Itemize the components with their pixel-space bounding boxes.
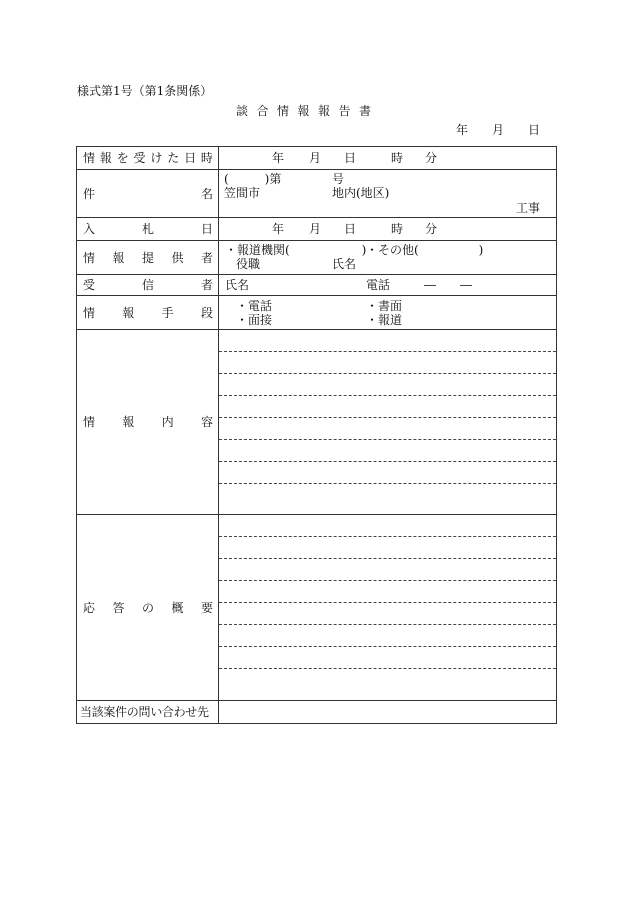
received-year: 年 <box>272 151 285 165</box>
received-month: 月 <box>309 151 322 165</box>
receiver-phone-separator: ― ― <box>424 278 473 292</box>
label-contact-text: 当該案件の問い合わせ先 <box>80 705 209 719</box>
field-receiver[interactable] <box>219 275 557 296</box>
label-case-name-text <box>77 187 218 201</box>
label-char: 報 <box>122 305 135 320</box>
content-line <box>219 374 556 396</box>
label-char: 報 <box>99 151 112 165</box>
receiver-phone: 電話 <box>366 278 391 292</box>
label-info-received <box>77 147 219 170</box>
label-char: 概 <box>171 600 184 615</box>
provider-press: ・報道機関( ) <box>225 243 367 257</box>
label-response <box>77 515 219 701</box>
label-char: 受 <box>133 151 146 165</box>
label-char: 入 <box>83 222 96 236</box>
receiver-name: 氏名 <box>225 278 250 292</box>
label-char: た <box>167 151 180 165</box>
label-char: 報 <box>122 415 135 429</box>
field-info-received[interactable] <box>219 147 557 170</box>
response-line <box>219 559 556 581</box>
response-line <box>219 603 556 625</box>
label-char: 情 <box>83 250 96 265</box>
label-char: 内 <box>161 415 174 429</box>
case-city: 笠間市 <box>224 186 261 200</box>
case-work: 工事 <box>516 201 541 215</box>
field-contact[interactable] <box>219 701 557 724</box>
row-case-name <box>77 170 557 218</box>
label-char: の <box>141 600 154 615</box>
label-case-name <box>77 170 219 218</box>
label-char: 要 <box>200 600 213 615</box>
label-contact <box>77 701 219 724</box>
received-day: 日 <box>344 151 357 165</box>
provider-other: ・その他( ) <box>366 243 484 257</box>
received-hour: 時 <box>391 151 404 165</box>
case-go: 号 <box>332 172 345 186</box>
bid-year: 年 <box>272 222 285 236</box>
row-receiver <box>77 275 557 296</box>
field-content[interactable] <box>219 330 557 515</box>
method-interview[interactable]: ・面接 <box>236 313 273 327</box>
row-bid-date <box>77 218 557 241</box>
content-line <box>219 418 556 440</box>
provider-position: 役職 <box>236 257 261 271</box>
label-char: 信 <box>141 278 154 292</box>
response-line <box>219 625 556 647</box>
label-char: 段 <box>200 305 213 320</box>
content-line <box>219 462 556 484</box>
label-bid-date <box>77 218 219 241</box>
response-line <box>219 537 556 559</box>
case-paren-number: ( )第 <box>224 172 282 186</box>
row-provider <box>77 241 557 275</box>
label-char: 件 <box>83 186 96 201</box>
row-response <box>77 515 557 701</box>
form-title: 談合情報報告書 <box>236 104 380 118</box>
label-char: 手 <box>161 305 174 320</box>
label-info-received-text <box>77 151 218 165</box>
label-char: 札 <box>141 222 154 236</box>
label-char: 答 <box>112 600 125 615</box>
report-form-table <box>76 146 557 724</box>
case-district: 地内(地区) <box>332 186 390 200</box>
label-char: 時 <box>200 151 213 165</box>
label-method <box>77 296 219 330</box>
label-char: 供 <box>171 250 184 265</box>
label-content-text <box>77 415 218 429</box>
label-char: け <box>150 151 163 165</box>
content-line <box>219 330 556 352</box>
label-provider-text <box>77 251 218 265</box>
content-lines <box>219 330 556 484</box>
label-char: 者 <box>200 250 213 265</box>
provider-name: 氏名 <box>332 257 357 271</box>
field-provider[interactable] <box>219 241 557 275</box>
field-method[interactable] <box>219 296 557 330</box>
label-response-text <box>77 601 218 615</box>
bid-hour: 時 <box>391 222 404 236</box>
content-line <box>219 352 556 374</box>
label-char: 者 <box>200 278 213 292</box>
label-receiver <box>77 275 219 296</box>
field-response[interactable] <box>219 515 557 701</box>
bid-minute: 分 <box>425 222 438 236</box>
response-lines <box>219 515 556 669</box>
method-document[interactable]: ・書面 <box>366 299 403 313</box>
form-number: 様式第1号（第1条関係） <box>77 84 213 98</box>
label-char: 提 <box>141 250 154 265</box>
header-date-month: 月 <box>492 123 505 137</box>
content-line <box>219 396 556 418</box>
field-case-name[interactable] <box>219 170 557 218</box>
label-method-text <box>77 306 218 320</box>
bid-month: 月 <box>309 222 322 236</box>
method-telephone[interactable]: ・電話 <box>236 299 273 313</box>
header-date-day: 日 <box>528 123 541 137</box>
method-press[interactable]: ・報道 <box>366 313 403 327</box>
content-line <box>219 440 556 462</box>
label-char: 日 <box>184 151 197 165</box>
row-content <box>77 330 557 515</box>
row-method <box>77 296 557 330</box>
row-contact <box>77 701 557 724</box>
response-line <box>219 581 556 603</box>
bid-day: 日 <box>344 222 357 236</box>
label-receiver-text <box>77 278 218 292</box>
label-char: 情 <box>83 415 96 429</box>
header-date-year: 年 <box>456 123 469 137</box>
label-char: 容 <box>200 415 213 429</box>
label-char: 報 <box>112 250 125 265</box>
label-char: 応 <box>83 600 96 615</box>
label-char: を <box>116 151 129 165</box>
label-bid-date-text <box>77 222 218 236</box>
row-info-received <box>77 147 557 170</box>
label-char: 情 <box>83 151 96 165</box>
label-content <box>77 330 219 515</box>
response-line <box>219 647 556 669</box>
label-char: 受 <box>83 278 96 292</box>
field-bid-date[interactable] <box>219 218 557 241</box>
received-minute: 分 <box>425 151 438 165</box>
label-char: 日 <box>200 222 213 236</box>
label-char: 名 <box>200 186 213 201</box>
response-line <box>219 515 556 537</box>
label-provider <box>77 241 219 275</box>
label-char: 情 <box>83 305 96 320</box>
